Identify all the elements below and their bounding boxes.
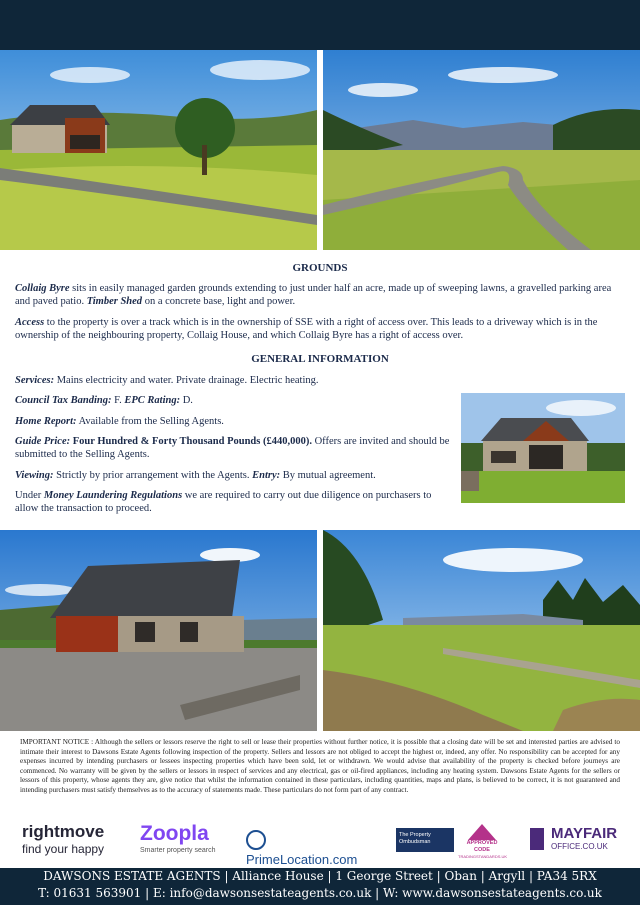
top-banner [0,0,640,50]
mayfair-sub: OFFICE.CO.UK [551,842,608,851]
footer-contact: T: 01631 563901 | E: info@dawsonsestateagents.co.uk | W: www.dawsonsestateagents.co.uk [38,886,602,900]
epc-label: EPC Rating: [124,395,181,406]
tax-epc-line [15,394,455,407]
footer [0,868,640,905]
approved-code-text: APPROVED CODE [466,840,498,853]
services-line [15,374,455,387]
primelocation-wordmark: PrimeLocation.com [246,851,358,867]
services-label: Services: [15,375,55,386]
approved-code-logo [458,824,506,864]
tax-value: F. [111,395,125,406]
grounds-text-2: on a concrete base, light and power. [142,296,296,307]
money-laundering-line [15,489,455,515]
approved-code-icon [468,824,496,840]
guide-price-label: Guide Price: [15,436,71,447]
important-notice: IMPORTANT NOTICE : Although the sellers or lessors reserve the right to sell or lease their properties without further notice, it is possible that a closing date will be set and interested parties are advised to intimate their interest to Dawsons Estate Agents following inspection of the property. Sellers and lessors are not obliged to accept the highest or, indeed, any offer. No responsibility can be accepted for any expenses incurred by intending purchasers or lessees inspecting properties which have been sold, let or withdrawn. We would advise that availability of the property is checked before journeys are commenced. No warranty will be given by the sellers or lessors in respect of services and any electrical, gas or oil-fired appliances, including any heating system. Dawsons Estate Agents for the sellers or lessors of this property, whose agents they are, give notice that whilst the information contained in these particulars, including quantities, maps and plans, is believed to be correct, it is not guaranteed and intending purchasers must satisfy themselves as to the accuracy of statements made. These particulars do not form part of any contract. [20,738,620,794]
viewing-value: Strictly by prior arrangement with the Agents. [53,470,253,481]
services-value: Mains electricity and water. Private drainage. Electric heating. [54,375,319,386]
rightmove-logo [22,822,122,862]
ombudsman-text: The Property Ombudsman [396,828,454,852]
photo-track-mountains [323,50,640,250]
guide-price-line [15,435,455,461]
ml-text-1: Under [15,490,44,501]
approved-code-sub: TRADINGSTANDARDS.UK [458,854,508,859]
primelocation-logo [246,830,376,870]
photo-cottage-front [0,530,317,731]
guide-price-value: Four Hundred & Forty Thousand Pounds (£440,000). [70,436,312,447]
zoopla-logo [140,822,230,862]
rightmove-wordmark: rightmove [22,822,105,841]
access-paragraph [15,316,617,342]
general-info-heading: GENERAL INFORMATION [251,353,389,365]
viewing-line [15,469,455,482]
photo-cottage-lawn [0,50,317,250]
epc-value: D. [180,395,193,406]
footer-address: DAWSONS ESTATE AGENTS | Alliance House | 1 George Street | Oban | Argyll | PA34 5RX [43,869,597,883]
photo-field-view [323,530,640,731]
tax-label: Council Tax Banding: [15,395,112,406]
grounds-paragraph [15,282,617,308]
grounds-heading: GROUNDS [292,262,348,274]
ml-label: Money Laundering Regulations [43,490,183,501]
primelocation-icon [246,830,266,850]
photo-house-small [461,393,625,503]
property-name: Collaig Byre [15,283,70,294]
home-report-line [15,415,455,428]
brochure-page [0,50,640,868]
rightmove-tagline: find your happy [22,842,105,856]
guide-price-text: Offers are invited and should be submitted to the Selling Agents. [15,436,450,460]
mayfair-wordmark: MAYFAIR [551,825,618,842]
mayfair-logo [530,826,622,866]
mayfair-icon [530,828,544,850]
home-report-label: Home Report: [15,416,77,427]
access-label: Access [15,317,45,328]
access-text: to the property is over a track which is in the ownership of SSE with a right of access over. This leads to a driveway which is in the ownership of the neighbouring property, Collaig House, and which Collaig Byre has a right of access over. [15,317,598,341]
viewing-label: Viewing: [15,470,54,481]
timber-shed-label: Timber Shed [86,296,143,307]
entry-value: By mutual agreement. [280,470,376,481]
zoopla-tagline: Smarter property search [140,847,216,854]
grounds-text-1: sits in easily managed garden grounds extending to just under half an acre, made up of sweeping lawns, a gravelled parking area and paved patio. [15,283,612,307]
entry-label: Entry: [252,470,281,481]
ml-text-2: we are required to carry out due diligence on purchasers to allow the transaction to proceed. [15,490,432,514]
zoopla-wordmark: Zoopla [140,822,209,845]
logo-strip [18,822,622,867]
ombudsman-logo [396,828,452,868]
home-report-value: Available from the Selling Agents. [76,416,224,427]
